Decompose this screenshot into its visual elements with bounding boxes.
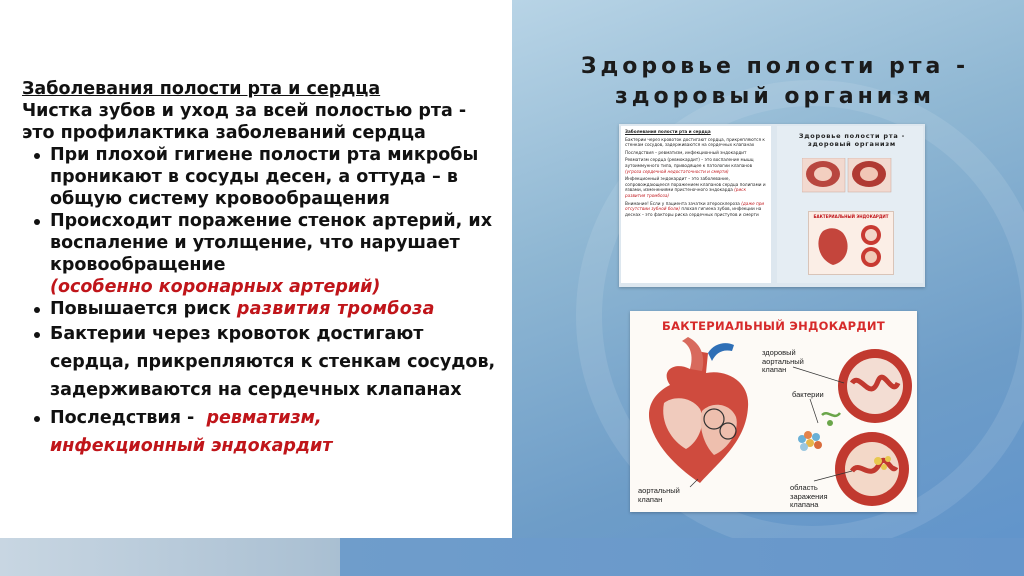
bullet-item xyxy=(32,144,502,210)
thumbnail-text: Инфекционный эндокардит – это заболевание, сопровождающееся поражением клапанов сердца полипами и язвами, изменениями пристеночного эндокарда xyxy=(625,176,766,193)
thumbnail-paragraph: Бактерии через кровоток достигают сердца, прикрепляются к стенкам сосудов, задерживаются на сердечных клапанах xyxy=(625,136,765,148)
thumbnail-mini-illustration xyxy=(808,211,894,275)
thumbnail-paragraph xyxy=(625,176,767,198)
bullet-highlight: инфекционный эндокардит xyxy=(50,436,333,456)
bullet-item xyxy=(32,320,502,404)
slide-title xyxy=(540,52,1010,112)
endocarditis-illustration xyxy=(630,311,917,512)
thumbnail-text: плохая гигиена зубов, инфекции на деснах – это факторы риска сердечных приступов и смерти xyxy=(625,206,762,217)
bullet-text: При плохой гигиене полости рта микробы проникают в сосуды десен, а оттуда – в общую систему кровообращения xyxy=(50,145,479,209)
bullet-list xyxy=(22,144,502,460)
bullet-text: Бактерии через кровоток достигают сердца, прикрепляются к стенкам сосудов, задерживаются на сердечных клапанах xyxy=(50,324,496,400)
thumbnail-text: Ревматизм сердца (ревмокардит) – это воспаление мышц аутоиммунного типа, приводящее к патологии клапанов xyxy=(625,157,754,168)
section-heading: Заболевания полости рта и сердца xyxy=(22,79,381,99)
label-infected-area: область заражения клапана xyxy=(790,483,828,509)
bullet-text: Происходит поражение стенок артерий, их воспаление и утолщение, что нарушает кровообращение xyxy=(50,211,492,275)
thumbnail-paragraph xyxy=(625,157,767,174)
illustration-title: БАКТЕРИАЛЬНЫЙ ЭНДОКАРДИТ xyxy=(662,319,885,333)
bullet-highlight: (особенно коронарных артерий) xyxy=(50,277,381,297)
left-text-block xyxy=(22,78,502,460)
bacteria-cluster xyxy=(798,413,840,451)
footer-bar-right xyxy=(340,538,1024,576)
label-bacteria: бактерии xyxy=(792,390,824,399)
thumbnail-text-panel xyxy=(621,126,771,283)
intro-text: Чистка зубов и уход за всей полостью рта - это профилактика заболеваний сердца xyxy=(22,101,467,143)
thumbnail-heading: Заболевания полости рта и сердца xyxy=(625,129,711,134)
bullet-item xyxy=(32,298,502,320)
bullet-text: Последствия - xyxy=(50,408,195,428)
thumbnail-paragraph: Последствия – ревматизм, инфекционный эндокардит xyxy=(625,149,747,155)
bullet-text: Повышается риск xyxy=(50,299,231,319)
label-aortic-valve: аортальный клапан xyxy=(638,486,680,504)
infected-valve-circle xyxy=(835,432,909,506)
thumbnail-red-text: (даже при отсутствии зубной боли) xyxy=(625,200,765,212)
thumbnail-title-line2: здоровый организм xyxy=(807,140,897,148)
bullet-item xyxy=(32,404,502,460)
label-healthy-valve: здоровый аортальный клапан xyxy=(762,348,804,374)
thumbnail-red-text: (угроза сердечной недостаточности и смерти) xyxy=(625,168,729,174)
slide-thumbnail xyxy=(619,124,925,287)
slide-title-line2: здоровый организм xyxy=(614,84,935,109)
bullet-item xyxy=(32,210,502,298)
thumbnail-mini-heart xyxy=(809,219,893,271)
thumbnail-paragraph xyxy=(625,201,767,218)
healthy-valve-circle xyxy=(838,349,912,423)
heart-drawing xyxy=(649,337,748,483)
thumbnail-heart-images xyxy=(802,158,892,198)
heart-diagram xyxy=(630,311,917,512)
slide-title-line1: Здоровье полости рта - xyxy=(580,54,970,79)
thumbnail-text: Внимание! Если у пациента зачатки атеросклероза xyxy=(625,200,740,206)
thumbnail-title xyxy=(787,132,917,148)
footer-bar-left xyxy=(0,538,340,576)
bullet-highlight: развития тромбоза xyxy=(236,299,435,319)
thumbnail-red-text: (риск развития тромбоза) xyxy=(625,187,747,198)
thumbnail-mini-title: БАКТЕРИАЛЬНЫЙ ЭНДОКАРДИТ xyxy=(813,214,889,219)
thumbnail-title-line1: Здоровье полости рта - xyxy=(798,132,906,140)
bullet-highlight: ревматизм, xyxy=(206,408,322,428)
